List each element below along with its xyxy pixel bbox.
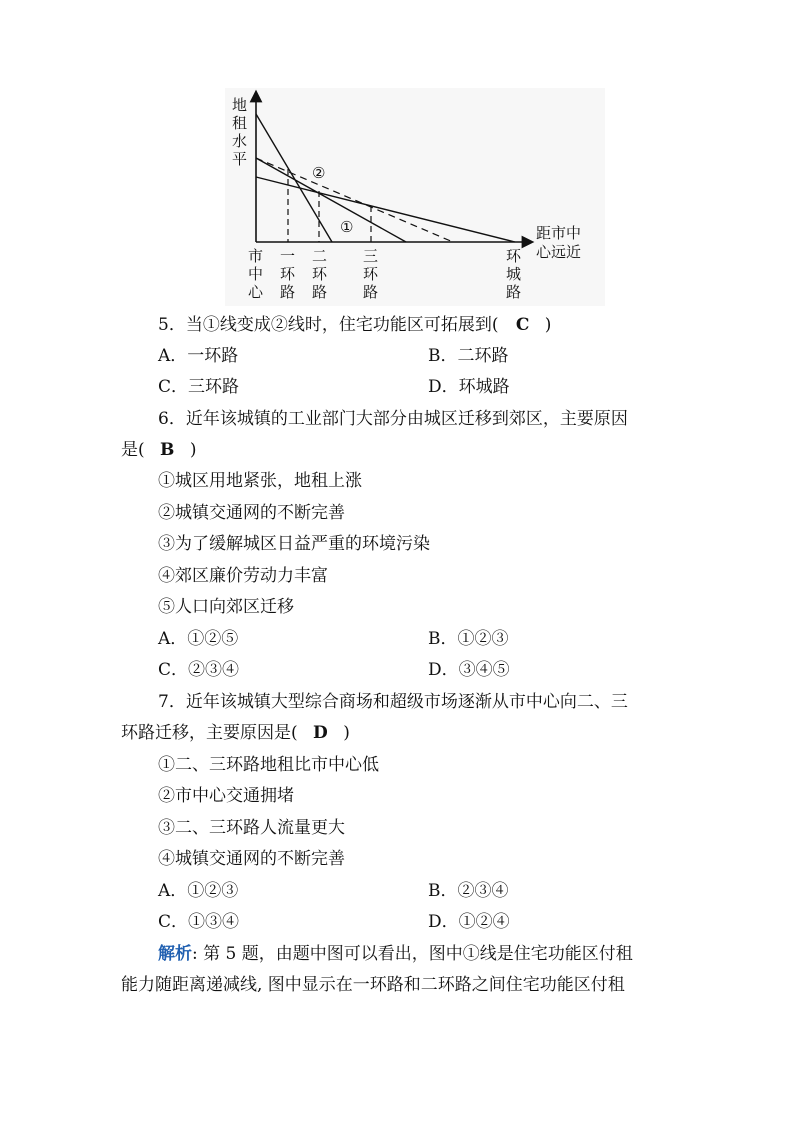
tick-label-ring-2 (312, 247, 328, 301)
svg-text:城: 城 (506, 265, 522, 283)
svg-text:距市中: 距市中 (536, 224, 582, 242)
question-6-item-4: ④郊区廉价劳动力丰富 (158, 566, 328, 586)
question-5-option-a: A．一环路 (158, 346, 239, 366)
question-7-stem-line1: 7．近年该城镇大型综合商场和超级市场逐渐从市中心向二、三 (158, 692, 628, 712)
question-5-text: 5．当①线变成②线时，住宅功能区可拓展到( (158, 315, 499, 335)
tick-label-ring-1 (280, 247, 296, 301)
question-7-item-4: ④城镇交通网的不断完善 (158, 849, 345, 869)
svg-text:心远近: 心远近 (536, 243, 582, 261)
svg-text:环: 环 (280, 265, 296, 283)
question-5-answer: C (515, 315, 530, 335)
svg-text:地: 地 (232, 96, 248, 114)
question-7-option-b: B．②③④ (428, 881, 509, 901)
question-6-option-d: D．③④⑤ (428, 660, 510, 680)
question-6-option-c: C．②③④ (158, 660, 240, 680)
question-5-option-c: C．三环路 (158, 377, 240, 397)
question-6-item-5: ⑤人口向郊区迁移 (158, 597, 294, 617)
question-5-stem: 5．当①线变成②线时，住宅功能区可拓展到( C ) (158, 315, 552, 335)
svg-text:一: 一 (280, 247, 296, 265)
question-7-item-3: ③二、三环路人流量更大 (158, 818, 345, 838)
svg-text:路: 路 (312, 283, 328, 301)
question-7-stem-line2: 环路迁移，主要原因是( D ) (121, 723, 350, 743)
y-axis-label (232, 96, 247, 168)
question-7-answer: D (313, 723, 328, 743)
tick-label-ring-3 (363, 247, 379, 301)
analysis-line-2: 能力随距离递减线, 图中显示在一环路和二环路之间住宅功能区付租 (121, 975, 625, 995)
question-6-answer: B (160, 440, 175, 460)
svg-text:二: 二 (312, 247, 328, 265)
svg-text:水: 水 (232, 132, 248, 150)
analysis-label: 解析 (158, 944, 192, 964)
question-7-option-d: D．①②④ (428, 912, 510, 932)
line-1-label: ① (340, 218, 354, 236)
question-5-option-b: B．二环路 (428, 346, 509, 366)
question-7-option-a: A．①②③ (158, 881, 239, 901)
question-6-option-a: A．①②⑤ (158, 629, 239, 649)
question-6-item-2: ②城镇交通网的不断完善 (158, 503, 345, 523)
question-6-item-1: ①城区用地紧张，地租上涨 (158, 471, 362, 491)
question-7-item-2: ②市中心交通拥堵 (158, 786, 294, 806)
question-6-item-3: ③为了缓解城区日益严重的环境污染 (158, 534, 430, 554)
line-2-label: ② (312, 164, 326, 182)
land-rent-diagram (225, 88, 605, 306)
svg-text:市: 市 (248, 247, 264, 265)
svg-text:环: 环 (506, 247, 522, 265)
svg-text:环: 环 (312, 265, 328, 283)
svg-text:路: 路 (280, 283, 296, 301)
question-7-option-c: C．①③④ (158, 912, 240, 932)
x-axis-label (536, 224, 581, 261)
svg-text:三: 三 (363, 247, 379, 265)
tick-label-ring-road (506, 247, 522, 301)
question-6-option-b: B．①②③ (428, 629, 509, 649)
svg-text:中: 中 (248, 265, 264, 283)
question-5-option-d: D．环城路 (428, 377, 510, 397)
svg-text:心: 心 (248, 283, 264, 301)
svg-text:路: 路 (363, 283, 379, 301)
svg-text:路: 路 (506, 283, 522, 301)
question-6-stem-line2: 是( B ) (121, 440, 197, 460)
svg-text:平: 平 (232, 150, 248, 168)
svg-text:环: 环 (363, 265, 379, 283)
question-6-stem-line1: 6．近年该城镇的工业部门大部分由城区迁移到郊区，主要原因 (158, 409, 628, 429)
question-7-item-1: ①二、三环路地租比市中心低 (158, 755, 379, 775)
tick-label-city-center (248, 247, 264, 301)
analysis-line-1: 解析: 第 5 题，由题中图可以看出，图中①线是住宅功能区付租 (158, 944, 633, 964)
svg-text:租: 租 (232, 114, 248, 132)
